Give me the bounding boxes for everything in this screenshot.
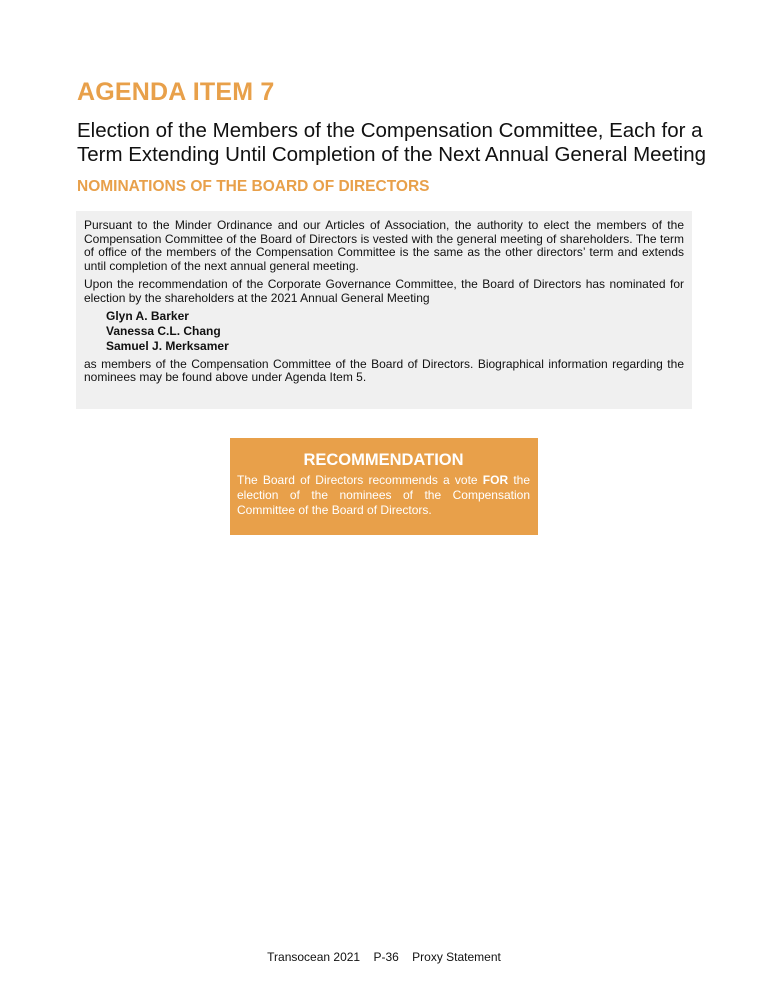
nominee-item: Glyn A. Barker [106,308,189,323]
agenda-item-title: AGENDA ITEM 7 [77,78,275,106]
nominee-item: Samuel J. Merksamer [106,338,229,353]
nominations-paragraph-2: Upon the recommendation of the Corporate Governance Committee, the Board of Directors has nominated for election by the shareholders at the 2021 Annual General Meeting [84,277,684,305]
footer-page-number: P-36 [373,950,399,964]
nominee-list [106,309,684,354]
recommendation-text-start: The Board of Directors recommends a vote [237,473,483,487]
recommendation-vote-for: FOR [482,473,509,487]
footer-company-year: Transocean 2021 [267,950,361,964]
nominations-box [76,211,692,409]
page-footer [0,950,768,964]
nominations-paragraph-1: Pursuant to the Minder Ordinance and our Articles of Association, the authority to elect the members of the Compensation Committee of the Board of Directors is vested with the general meeting of shareholders. The term of office of the members of the Compensation Committee is the same as the other directors’ term and extends until completion of the next annual general meeting. [84,218,684,273]
section-heading: NOMINATIONS OF THE BOARD OF DIRECTORS [77,178,430,195]
recommendation-text-end: the election of the nominees of the Compensation Committee of the Board of Directors. [237,473,530,517]
nominee-item: Vanessa C.L. Chang [106,323,221,338]
recommendation-box [230,438,538,535]
footer-document-name: Proxy Statement [412,950,501,964]
recommendation-text [237,473,530,518]
recommendation-heading: RECOMMENDATION [303,451,464,469]
nominations-paragraph-3: as members of the Compensation Committee of the Board of Directors. Biographical information regarding the nominees may be found above under Agenda Item 5. [84,356,684,385]
agenda-item-subtitle: Election of the Members of the Compensation Committee, Each for a Term Extending Until Completion of the Next Annual General Meeting [77,119,707,166]
